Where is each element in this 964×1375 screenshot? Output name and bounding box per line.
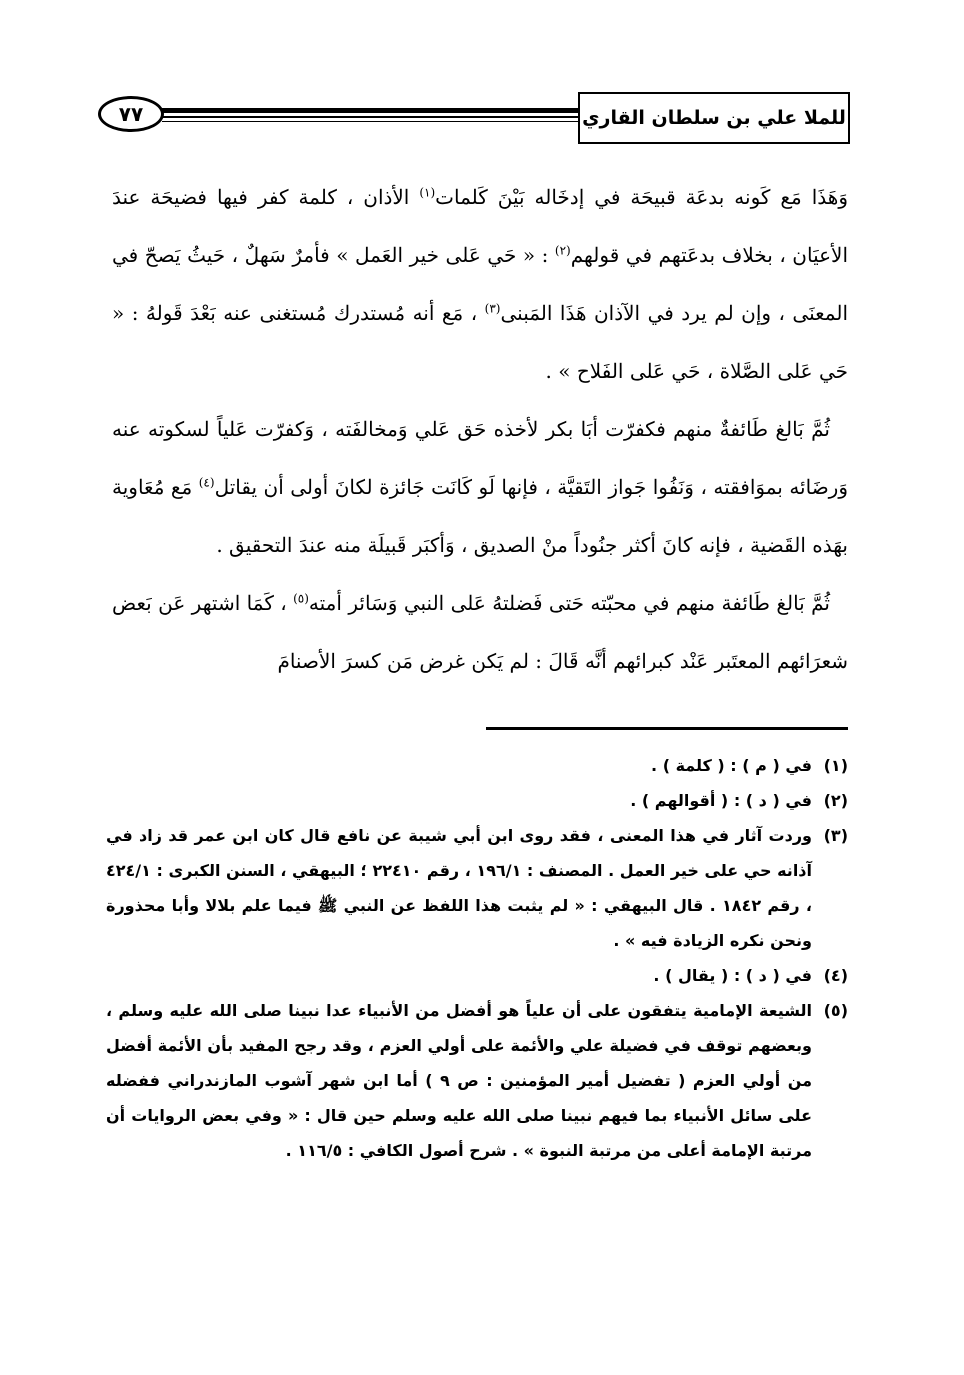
footnote-5 xyxy=(106,993,848,1168)
footnote-ref-4[interactable]: (٤) xyxy=(198,475,215,490)
footnote-text: في ( د ) : ( أقوالهم ) . xyxy=(630,791,812,810)
paragraph-text: ثُمَّ بَالغ طَائفةٌ منهم فكفرّت أبَا بكر لأخذه حَق عَلي وَمخالفَته ، وَكفرّت عَلياً لسكوته عنه وَرضَائه بموَافقته ، وَنَفُوا جَواز التَقيَّة ، فإنها لَو كَانَت جَائزة لكانَ أولى أن يقاتل xyxy=(112,417,848,499)
paragraph-text: ، كَمَا اشتهر عَن بَعض شعرَائهم المعتَبر عَنْد كبرائهم أنَّه قَالَ : لم يَكن غرض مَن كسرَ الأصنامَ xyxy=(112,591,848,673)
footnote-text: في ( م ) : ( كلمة ) . xyxy=(651,756,812,775)
paragraph-text: مَع مُعَاوية بهَذه القَضية ، فإنه كانَ أكثر جنُوداً منْ الصديق ، وَأكبَر قَبيلَة منه عندَ التحقيق . xyxy=(112,475,848,557)
footnote-text: الشيعة الإمامية يتفقون على أن علياً هو أفضل من الأنبياء عدا نبينا صلى الله عليه وسلم ، وبعضهم توقف في فضيلة علي والأئمة على أولي العزم ، وقد رجح المفيد بأن الأئمة أفضل من أولي العزم ( تفضيل أمير المؤمنين : ص ٩ ) أما ابن شهر آشوب المازندراني ففضله على سائل الأنبياء بما فيهم نبينا صلى الله عليه وسلم حين قال : « وفي بعض الروايات أن مرتبة الإمامة أعلى من مرتبة النبوة » . شرح أصول الكافي : ١١٦/٥ . xyxy=(106,1001,813,1160)
footnote-number: (٣) xyxy=(823,826,848,845)
running-title: للملا علي بن سلطان القاري xyxy=(578,92,850,144)
header-rule-thick xyxy=(162,108,580,113)
footnote-ref-2[interactable]: (٢) xyxy=(554,243,571,258)
footnote-ref-1[interactable]: (١) xyxy=(419,185,436,200)
page-number: ٧٧ xyxy=(98,96,164,132)
footnote-4 xyxy=(106,958,848,993)
paragraph-text: ، مَع أنه مُستدرك مُستغنى عنه بَعْدَ قَولهُ : « حَي عَلى الصَّلاة ، حَي عَلى الفَلاح » . xyxy=(112,301,848,383)
footnote-ref-3[interactable]: (٣) xyxy=(484,301,501,316)
footnote-text: وردت آثار في هذا المعنى ، فقد روى ابن أبي شيبة عن نافع قال كان ابن عمر قد زاد في آذانه حي على خير العمل . المصنف : ١٩٦/١ ، رقم ٢٢٤١٠ ؛ البيهقي ، السنن الكبرى : ٤٢٤/١ ، رقم ١٨٤٢ . قال البيهقي : « لم يثبت هذا اللفظ عن النبي ﷺ فيما علم بلالا وأبا محذورة ونحن نكره الزيادة فيه » . xyxy=(106,826,812,950)
paragraph-text: الأذان ، كلمة كفر فيها فضيحَة عندَ الأعيَان ، بخلاف بدعَتهم في قولهم xyxy=(112,185,849,267)
footnote-number: (٤) xyxy=(823,966,848,985)
footnote-number: (١) xyxy=(823,756,848,775)
footnote-number: (٥) xyxy=(823,1001,848,1020)
paragraph-text: : « حَي عَلى خير العَمل » فأمرٌ سَهلٌ ، حَيثُ يَصحّ في المعنَى ، وإن لم يرد في الآذان هَذَا المَبنى xyxy=(112,243,849,325)
header-rule-thin xyxy=(162,116,580,118)
footnote-number: (٢) xyxy=(823,791,848,810)
footnote-text: في ( د ) : ( يقال ) . xyxy=(653,966,812,985)
footnote-separator xyxy=(486,727,848,730)
footnote-ref-5[interactable]: (٥) xyxy=(293,591,309,606)
footnotes xyxy=(106,748,848,1168)
paragraph-3 xyxy=(112,574,848,690)
footnote-2 xyxy=(106,783,848,818)
footnote-1 xyxy=(106,748,848,783)
paragraph-text: وَهَذَا مَع كَونه بدعَة قبيحَة في إدخَاله بَيْنَ كَلمات xyxy=(435,185,848,209)
paragraph-1 xyxy=(112,168,848,400)
footnote-3 xyxy=(106,818,848,958)
header-rule-thin-lower xyxy=(162,121,580,122)
paragraph-text: ثُمَّ بَالغ طَائفة منهم في محبّته حَتى فَضلتهُ عَلى النبي وَسَائر أمته xyxy=(308,591,830,615)
main-text xyxy=(112,168,848,690)
page-header xyxy=(98,92,850,152)
paragraph-2 xyxy=(112,400,848,574)
